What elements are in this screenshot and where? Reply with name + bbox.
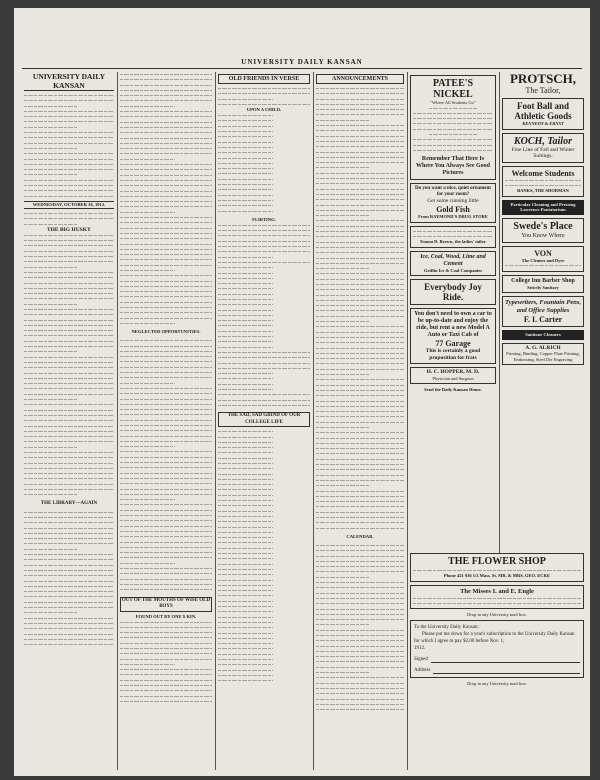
ad-swedes-line: You Know Where [521,232,565,239]
ad-flower-shop [410,553,584,582]
ad-alrich-name: A. G. ALRICH [525,344,561,351]
form-signed-row [414,656,580,663]
ad-protsch-role: The Tailor, [525,86,561,95]
ad-goldfish-line: Get some cunning little [427,198,479,205]
masthead: UNIVERSITY DAILY KANSAN [24,72,114,91]
ad-misses-engle [410,585,584,610]
ad-goldfish-item: Gold Fish [436,205,470,215]
text-line-placeholder [218,102,310,107]
ad-college-inn [502,275,584,294]
column-3 [218,72,310,770]
ad-sanitone-name: Sanitone Cleaners [525,332,561,338]
ad-misses-title: The Misses I. and E. Engle [460,587,534,595]
text-line-placeholder [413,148,493,153]
ad-football [502,98,584,130]
running-head: UNIVERSITY DAILY KANSAN [241,58,363,66]
ad-koch-line: Fine Line of Fall and Winter Suitings. [511,146,575,159]
form-year: 1912. [414,646,426,652]
column-rule [215,72,216,770]
text-line-placeholder [316,707,404,712]
subscription-form [410,620,584,678]
headline-calendar: CALENDAR. [346,533,374,539]
ad-joyride-title: Everybody Joy Ride. [424,282,482,303]
ad-griffin-name: Griffin Ice & Coal Companies [424,267,482,273]
headline-wise-old-boys: OUT OF THE MOUTHS OF WISE OLD BOYS [120,597,212,612]
ad-gold-fish [410,183,496,223]
form-address-row [414,667,580,674]
text-line-placeholder [413,601,581,606]
ad-hopper-role: Physician and Surgeon [432,375,474,381]
ad-alrich-line: Printing, Binding, Copper Plate Printing, Embossing, Steel Die Engraving [506,351,580,362]
ad-pantatorium-line2: Lawrence Pantatorium [520,207,566,213]
ad-garage-body: You don't need to own a car to be up-to-date and enjoy the ride, but rent a new Model A Auto or Taxi Cab of [414,311,492,339]
ad-welcome-name: BANKS, THE SHORMAN [517,188,569,194]
column-rule [407,72,408,770]
ad-swedes-title: Swede's Place [513,220,573,232]
ad-welcome-title: Welcome Students [511,168,575,178]
ad-welcome [502,166,584,197]
ad-carter-name: F. I. Carter [523,315,563,325]
ad-protsch-name: PROTSCH, [509,72,577,86]
ad-griffin-line1: Ice, Coal, Wood, Lime and Cement [420,253,486,267]
ad-von-title: VON [534,248,552,258]
text-line-placeholder [24,492,78,497]
headline-announcements: ANNOUNCEMENTS [316,74,404,84]
ad-von-line: The Cleaner and Dyer [521,257,565,263]
ad-koch [502,133,584,163]
drop-note-1: Drop in any University mail box. [467,612,527,618]
text-line-placeholder [218,678,273,683]
ad-hopper-name: H. C. HOPPER, M. D. [426,369,480,376]
ad-hopper [410,367,496,384]
ad-emma-brown [410,226,496,248]
text-line-placeholder [24,642,114,647]
ad-patees-nickel [410,75,496,180]
ad-garage-phone: 77 Garage [435,339,471,349]
ad-patees-title: PATEE'S NICKEL [432,78,474,100]
ad-flower-title: THE FLOWER SHOP [448,556,546,567]
ad-von [502,246,584,272]
send-kansan-home: Send the Daily Kansan Home. [424,387,482,393]
headline-library: THE LIBRARY—AGAIN [40,500,98,506]
text-line-placeholder [120,699,212,704]
ad-college-inn-title: College Inn Barber Shop [511,277,575,284]
headline-sad-grind: THE SAD, SAD GRIND OF OUR COLLEGE LIFE [218,412,310,427]
text-line-placeholder [24,222,78,227]
ad-goldfish-from: From RAYMOND'S DRUG STORE [418,214,488,220]
ad-carter-title: Typewriters, Fountain Pens, and Office Supplies [505,299,581,315]
drop-note-2: Drop in any University mail box. [467,681,527,687]
ad-sanitone [502,330,584,340]
column-rule [313,72,314,770]
column-1 [24,72,114,770]
ad-football-title: Foot Ball and Athletic Goods [514,101,572,121]
ad-patees-remember: Remember That Here Is Where You Always See Good Pictures [415,156,490,177]
bottom-ads [410,553,584,770]
ad-pantatorium [502,200,584,215]
text-line-placeholder [218,209,273,214]
ad-carter [502,296,584,327]
subhead-flirting: FLIRTING. [252,216,276,222]
text-line-placeholder [505,263,581,268]
headline-old-friends: OLD FRIENDS IN VERSE [218,74,310,84]
column-2 [120,72,212,770]
subhead-ones-kin: FOUND OUT BY ONE'S KIN. [135,613,197,619]
text-line-placeholder [316,526,404,531]
text-line-placeholder [413,234,493,239]
text-line-placeholder [120,587,212,592]
signed-line[interactable] [431,656,580,663]
text-line-placeholder [120,321,175,326]
ad-alrich [502,343,584,366]
subhead-upon-a-child: UPON A CHILD. [246,107,282,113]
text-line-placeholder [218,403,310,408]
ad-griffin-ice [410,251,496,277]
ad-football-name: KENNEDY & ERNST [522,121,564,126]
newspaper-page [14,8,590,776]
form-body: Please put me down for a year's subscription to the University Daily Kansan for which I agree to pay $2.00 before Nov. 1, [414,632,575,645]
ad-emma-name: Emma D. Brown, the ladies' tailor [420,239,486,245]
form-address-label: Address [414,668,431,674]
headline-neglected: NEGLECTED OPPORTUNITIES. [131,329,201,335]
ad-garage [410,308,496,364]
date-line: WEDNESDAY, OCTOBER 16, 1912. [24,201,114,209]
ad-college-inn-line: Strictly Sanitary [527,284,559,290]
ad-flower-phone: Phone 421 936 1/2 Mass. St. MR. & MRS. GEO. ECKE [443,573,551,579]
column-rule [117,72,118,770]
ad-goldfish-question: Do you want a nice, quiet ornament for your room? [415,186,491,198]
ad-pantatorium-line1: Particular Cleaning and Pressing [510,201,576,207]
text-line-placeholder [505,183,581,188]
headline-big-husky: THE BIG HUSKY [46,226,91,233]
ad-patees-tagline: "Where All Students Go" [430,100,476,105]
form-to: To the University Daily Kansan: [414,625,479,631]
ad-joy-ride [410,279,496,305]
ad-koch-title: KOCH, Tailor [514,135,572,147]
ad-garage-tail: This is certainly a good proposition for frats [425,348,481,361]
form-signed-label: Signed [414,657,428,663]
text-line-placeholder [24,194,114,199]
ad-swedes-place [502,218,584,243]
top-rule [22,68,582,69]
column-4 [316,72,404,770]
text-line-placeholder [413,568,581,573]
address-line[interactable] [433,667,580,674]
